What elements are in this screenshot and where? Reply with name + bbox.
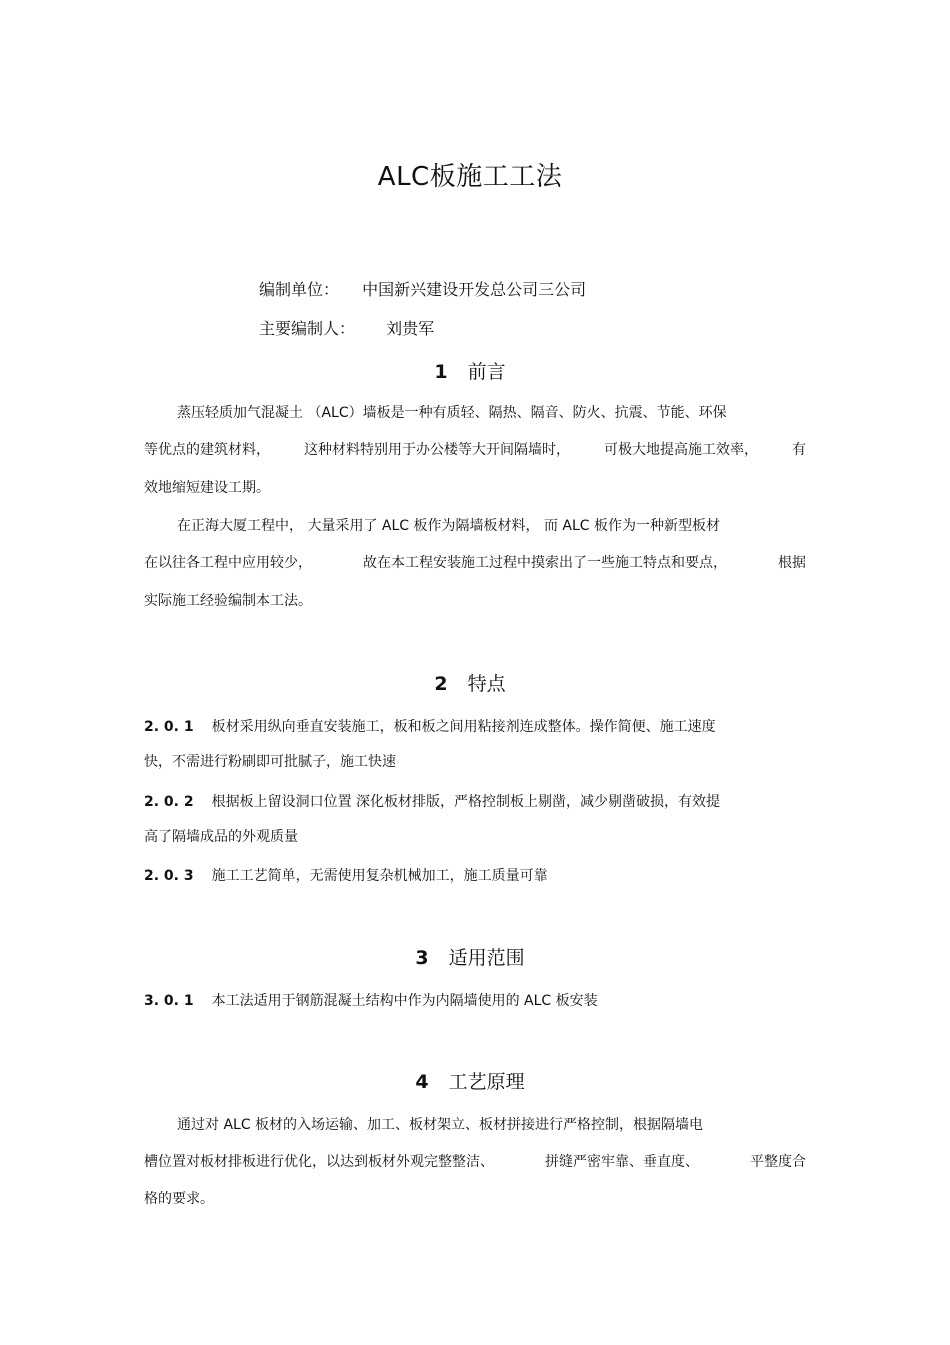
text-segment: 这种材料特别用于办公楼等大开间隔墙时， — [304, 442, 570, 458]
paragraph-line: 效地缩短建设工期。 — [144, 480, 270, 496]
text-segment: 等优点的建筑材料， — [144, 442, 270, 458]
section-title: 前言 — [467, 361, 506, 383]
section-number: 2 — [434, 673, 448, 695]
clause-text: 板材采用纵向垂直安装施工，板和板之间用粘接剂连成整体。操作简便、施工速度 — [211, 719, 716, 735]
compiler-unit — [259, 277, 586, 300]
section-heading-3 — [0, 943, 940, 970]
clause-number: 2. 0. 1 — [144, 719, 194, 735]
clause-continuation: 快，不需进行粉刷即可批腻子，施工快速 — [144, 754, 396, 770]
clause-number: 3. 0. 1 — [144, 993, 194, 1009]
paragraph-line: 实际施工经验编制本工法。 — [144, 593, 312, 609]
section-title: 特点 — [467, 673, 506, 695]
paragraph-line: 格的要求。 — [144, 1191, 214, 1207]
section-number: 4 — [415, 1071, 429, 1093]
section-heading-1 — [0, 357, 940, 384]
section-number: 3 — [415, 947, 429, 969]
clause-continuation: 高了隔墙成品的外观质量 — [144, 829, 298, 845]
clause-text: 根据板上留设洞口位置 深化板材排版，严格控制板上剔凿，减少剔凿破损，有效提 — [211, 794, 721, 810]
clause-text: 本工法适用于钢筋混凝土结构中作为内隔墙使用的 ALC 板安装 — [211, 993, 598, 1009]
section-title: 适用范围 — [448, 947, 525, 969]
clause-2-0-3 — [144, 865, 548, 885]
compiler-unit-label: 编制单位： — [259, 280, 340, 299]
main-author — [259, 316, 434, 339]
text-segment: 可极大地提高施工效率， — [604, 442, 758, 458]
paragraph-line: 蒸压轻质加气混凝土 （ALC）墙板是一种有质轻、隔热、隔音、防火、抗震、节能、环保 — [177, 405, 727, 421]
text-segment: 在以往各工程中应用较少， — [144, 555, 312, 571]
text-segment: 槽位置对板材排板进行优化，以达到板材外观完整整洁、 — [144, 1154, 494, 1170]
text-segment: 根据 — [778, 555, 806, 571]
paragraph-line: 通过对 ALC 板材的入场运输、加工、板材架立、板材拼接进行严格控制，根据隔墙电 — [177, 1117, 704, 1133]
section-title: 工艺原理 — [448, 1071, 525, 1093]
text-segment: 平整度合 — [750, 1154, 806, 1170]
compiler-unit-value: 中国新兴建设开发总公司三公司 — [362, 280, 587, 299]
clause-text: 施工工艺简单，无需使用复杂机械加工，施工质量可靠 — [211, 868, 548, 884]
paragraph-line: 在正海大厦工程中， 大量采用了 ALC 板作为隔墙板材料， 而 ALC 板作为一种新型板材 — [177, 518, 721, 534]
main-author-label: 主要编制人： — [259, 319, 356, 338]
clause-3-0-1 — [144, 990, 598, 1010]
clause-2-0-2 — [144, 791, 720, 811]
paragraph-line — [144, 439, 806, 459]
paragraph-line — [144, 552, 806, 572]
main-author-value: 刘贵军 — [386, 319, 435, 338]
text-segment: 故在本工程安装施工过程中摸索出了一些施工特点和要点， — [363, 555, 727, 571]
clause-number: 2. 0. 2 — [144, 794, 194, 810]
section-heading-2 — [0, 669, 940, 696]
text-segment: 拼缝严密牢靠、垂直度、 — [545, 1154, 699, 1170]
section-number: 1 — [434, 361, 448, 383]
document-title: ALC板施工工法 — [377, 162, 563, 192]
clause-2-0-1 — [144, 716, 716, 736]
paragraph-line — [144, 1151, 806, 1171]
section-heading-4 — [0, 1067, 940, 1094]
text-segment: 有 — [792, 442, 806, 458]
clause-number: 2. 0. 3 — [144, 868, 194, 884]
